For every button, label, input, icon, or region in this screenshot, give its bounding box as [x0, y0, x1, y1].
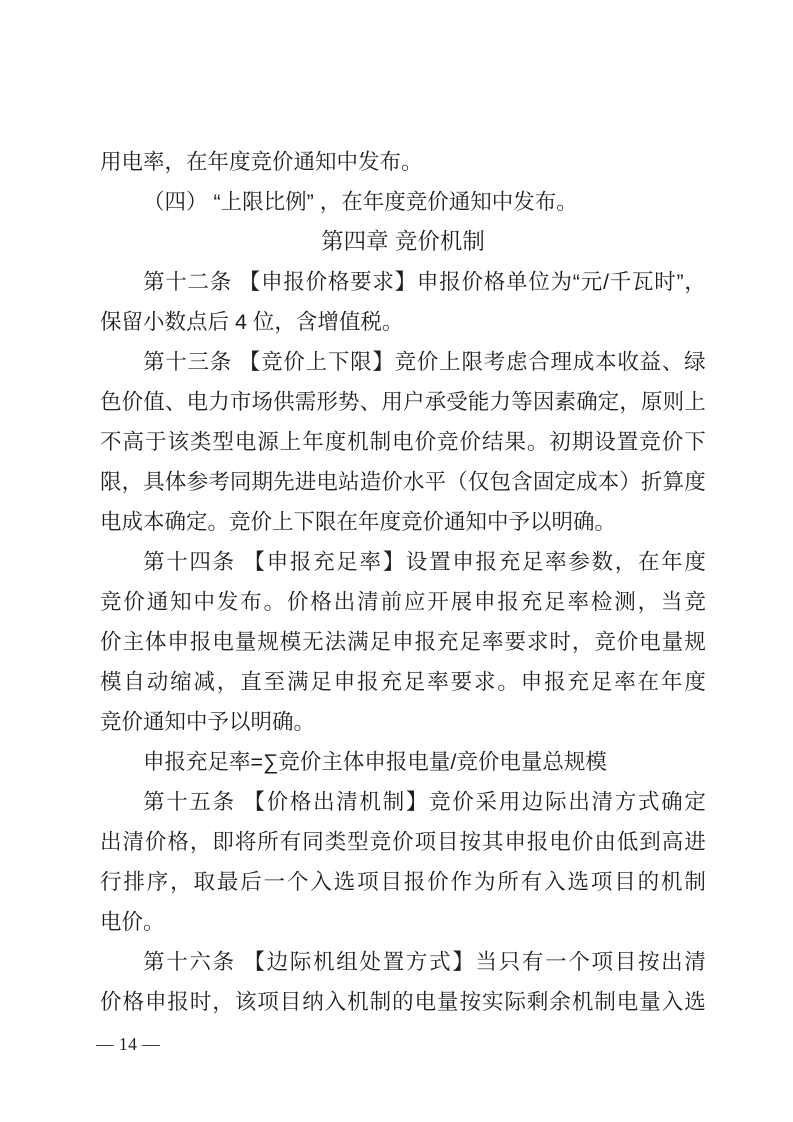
text-line: 模 自 动 缩 减 ， 直 至 满 足 申 报 充 足 率 要 求 。 申 报 充 足 率 在 年 度	[100, 670, 706, 694]
text-line: 出 清 价 格 ， 即 将 所 有 同 类 型 竞 价 项 目 按 其 申 报 电 价 由 低 到 高 进	[100, 830, 706, 854]
page-number: — 14 —	[96, 1034, 161, 1054]
text-line: 第 十 四 条 【 申 报 充 足 率 】 设 置 申 报 充 足 率 参 数 ， 在 年 度	[143, 550, 706, 574]
text-line: 电价。	[100, 910, 165, 934]
text-line: 不 高 于 该 类 型 电 源 上 年 度 机 制 电 价 竞 价 结 果 。 初 期 设 置 竞 价 下	[100, 430, 706, 454]
text-line: （四） “上限比例” ，在年度竞价通知中发布。	[143, 190, 578, 214]
text-line: 第 十 六 条 【 边 际 机 组 处 置 方 式 】 当 只 有 一 个 项 目 按 出 清	[143, 950, 706, 974]
text-line: 保留小数点后 4 位，含增值税。	[100, 310, 404, 334]
text-line: 色 价 值 、 电 力 市 场 供 需 形 势 、 用 户 承 受 能 力 等 因 素 确 定 ， 原 则 上	[100, 390, 706, 414]
text-line: 价 格 申 报 时 ， 该 项 目 纳 入 机 制 的 电 量 按 实 际 剩 余 机 制 电 量 入 选	[100, 990, 706, 1014]
text-line: 行 排 序 ， 取 最 后 一 个 入 选 项 目 报 价 作 为 所 有 入 选 项 目 的 机 制	[100, 870, 706, 894]
text-line: 竞价通知中予以明确。	[100, 710, 316, 734]
text-line: 第 十 五 条 【 价 格 出 清 机 制 】 竞 价 采 用 边 际 出 清 方 式 确 定	[143, 790, 706, 814]
document-body	[100, 142, 706, 1022]
text-line: 电成本确定。竞价上下限在年度竞价通知中予以明确。	[100, 510, 617, 534]
text-line: 申报充足率=∑竞价主体申报电量/竞价电量总规模	[143, 750, 607, 774]
text-line: 第 十 三 条 【 竞 价 上 下 限 】 竞 价 上 限 考 虑 合 理 成 本 收 益 、 绿	[143, 350, 706, 374]
chapter-heading: 第四章 竞价机制	[321, 229, 485, 254]
text-line: 第 十 二 条 【 申 报 价 格 要 求 】 申 报 价 格 单 位 为 “ 元 / 千 瓦 时 ” ，	[143, 270, 706, 294]
text-line: 限 ， 具 体 参 考 同 期 先 进 电 站 造 价 水 平 （ 仅 包 含 固 定 成 本 ） 折 算 度	[100, 470, 706, 494]
text-line: 用电率，在年度竞价通知中发布。	[100, 150, 423, 174]
text-line: 竞 价 通 知 中 发 布 。 价 格 出 清 前 应 开 展 申 报 充 足 率 检 测 ， 当 竞	[100, 590, 706, 614]
text-line: 价 主 体 申 报 电 量 规 模 无 法 满 足 申 报 充 足 率 要 求 时 ， 竞 价 电 量 规	[100, 630, 706, 654]
